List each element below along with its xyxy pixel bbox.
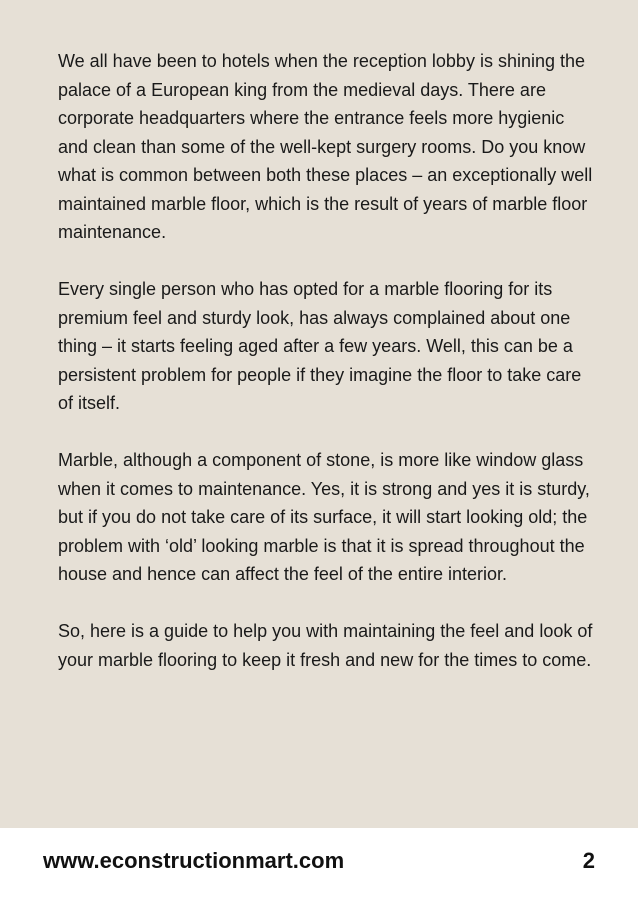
paragraph-4: So, here is a guide to help you with maintaining the feel and look of your marble flooring to keep it fresh and new for the times to come.	[58, 621, 593, 670]
page-number: 2	[582, 848, 595, 873]
paragraph-2: Every single person who has opted for a marble flooring for its premium feel and sturdy look, has always complained about one thing – it starts feeling aged after a few years. Well, this can be a persistent problem for people if they imagine the floor to take care of itself.	[58, 279, 582, 413]
article-body	[58, 47, 598, 703]
website-url: www.econstructionmart.com	[43, 848, 345, 873]
paragraph-1: We all have been to hotels when the reception lobby is shining the palace of a European king from the medieval days. There are corporate headquarters where the entrance feels more hygienic and clean than some of the well-kept surgery rooms. Do you know what is common between both these places – an exceptionally well maintained marble floor, which is the result of years of marble floor maintenance.	[58, 51, 593, 242]
paragraph-3: Marble, although a component of stone, is more like window glass when it comes to maintenance. Yes, it is strong and yes it is sturdy, but if you do not take care of its surface, it will start looking old; the problem with ‘old’ looking marble is that it is spread throughout the house and hence can affect the feel of the entire interior.	[58, 450, 590, 584]
page-footer	[0, 828, 638, 903]
